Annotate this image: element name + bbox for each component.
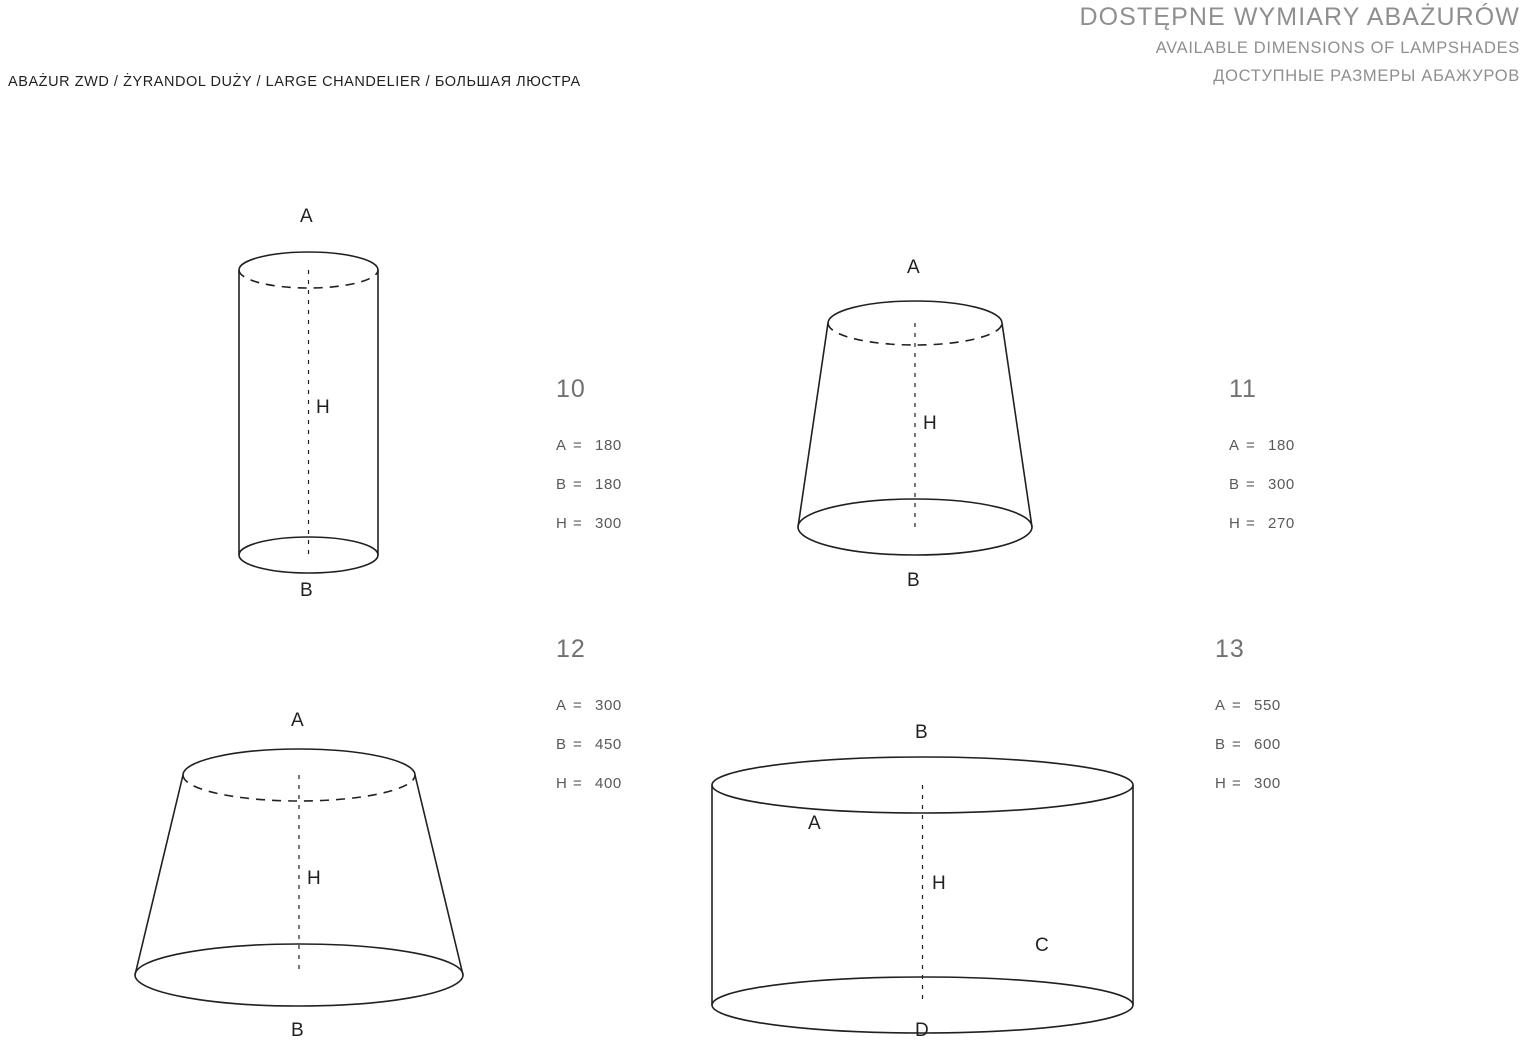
spec-11-b-value: 300	[1268, 476, 1295, 493]
spec-12-row-b	[556, 725, 622, 764]
spec-11-row-b	[1229, 465, 1295, 504]
spec-11-a-eq: =	[1246, 437, 1256, 454]
page-subtitle-en: AVAILABLE DIMENSIONS OF LAMPSHADES	[1155, 39, 1520, 57]
spec-block-11	[1229, 375, 1295, 543]
spec-10-a-label: A	[556, 437, 567, 454]
spec-12-h-label: H	[556, 775, 568, 792]
spec-11-a-label: A	[1229, 437, 1240, 454]
cone12-label-b: B	[291, 1020, 305, 1041]
spec-12-row-a	[556, 686, 622, 725]
product-line-label: ABAŻUR ZWD / ŻYRANDOL DUŻY / LARGE CHANDELIER / БОЛЬШАЯ ЛЮСТРА	[8, 74, 581, 90]
drum13-label-c: C	[1035, 935, 1050, 956]
figure-cone-12	[115, 705, 495, 1041]
figure-cylinder-10	[215, 200, 475, 620]
cylinder-label-h: H	[316, 397, 331, 418]
spec-12-a-eq: =	[573, 697, 583, 714]
spec-10-h-value: 300	[595, 515, 622, 532]
spec-13-row-h	[1215, 764, 1281, 803]
spec-13-a-eq: =	[1232, 697, 1242, 714]
spec-block-12	[556, 635, 622, 803]
spec-10-row-a	[556, 426, 622, 465]
spec-11-h-value: 270	[1268, 515, 1295, 532]
cone12-label-h: H	[307, 868, 322, 889]
cylinder-label-b: B	[300, 580, 314, 601]
spec-12-a-value: 300	[595, 697, 622, 714]
spec-12-h-eq: =	[573, 775, 583, 792]
spec-block-13	[1215, 635, 1281, 803]
spec-13-b-value: 600	[1254, 736, 1281, 753]
spec-10-h-label: H	[556, 515, 568, 532]
spec-13-b-eq: =	[1232, 736, 1242, 753]
spec-12-b-label: B	[556, 736, 567, 753]
spec-10-a-value: 180	[595, 437, 622, 454]
spec-13-a-label: A	[1215, 697, 1226, 714]
spec-13-b-label: B	[1215, 736, 1226, 753]
spec-13-h-label: H	[1215, 775, 1227, 792]
cone12-label-a: A	[291, 710, 305, 731]
spec-13-a-value: 550	[1254, 697, 1281, 714]
spec-10-number: 10	[556, 375, 586, 403]
spec-10-row-b	[556, 465, 622, 504]
header-right-block	[1079, 0, 1520, 90]
cone11-label-a: A	[907, 257, 921, 278]
spec-13-row-a	[1215, 686, 1281, 725]
cone11-label-h: H	[923, 413, 938, 434]
drum13-label-b: B	[915, 722, 929, 743]
drum13-label-d: D	[915, 1020, 930, 1041]
spec-11-row-h	[1229, 504, 1295, 543]
spec-10-h-eq: =	[573, 515, 583, 532]
spec-12-row-h	[556, 764, 622, 803]
spec-12-a-label: A	[556, 697, 567, 714]
spec-12-b-eq: =	[573, 736, 583, 753]
figure-cone-11	[780, 255, 1080, 625]
spec-10-row-h	[556, 504, 622, 543]
spec-11-row-a	[1229, 426, 1295, 465]
drum13-label-h: H	[932, 873, 947, 894]
page-title: DOSTĘPNE WYMIARY ABAŻURÓW	[1079, 3, 1520, 31]
spec-11-number: 11	[1229, 375, 1257, 403]
spec-10-b-label: B	[556, 476, 567, 493]
spec-11-h-eq: =	[1246, 515, 1256, 532]
page-subtitle-ru: ДОСТУПНЫЕ РАЗМЕРЫ АБАЖУРОВ	[1213, 67, 1520, 85]
spec-12-number: 12	[556, 635, 586, 663]
spec-10-b-value: 180	[595, 476, 622, 493]
spec-11-h-label: H	[1229, 515, 1241, 532]
cylinder-label-a: A	[300, 206, 314, 227]
spec-13-number: 13	[1215, 635, 1245, 663]
spec-11-a-value: 180	[1268, 437, 1295, 454]
figure-drum-13	[690, 722, 1160, 1045]
cone11-label-b: B	[907, 570, 921, 591]
drum13-label-a: A	[808, 813, 822, 834]
spec-11-b-eq: =	[1246, 476, 1256, 493]
spec-12-h-value: 400	[595, 775, 622, 792]
spec-12-b-value: 450	[595, 736, 622, 753]
spec-10-a-eq: =	[573, 437, 583, 454]
spec-13-row-b	[1215, 725, 1281, 764]
spec-13-h-value: 300	[1254, 775, 1281, 792]
spec-11-b-label: B	[1229, 476, 1240, 493]
spec-10-b-eq: =	[573, 476, 583, 493]
spec-block-10	[556, 375, 622, 543]
spec-13-h-eq: =	[1232, 775, 1242, 792]
